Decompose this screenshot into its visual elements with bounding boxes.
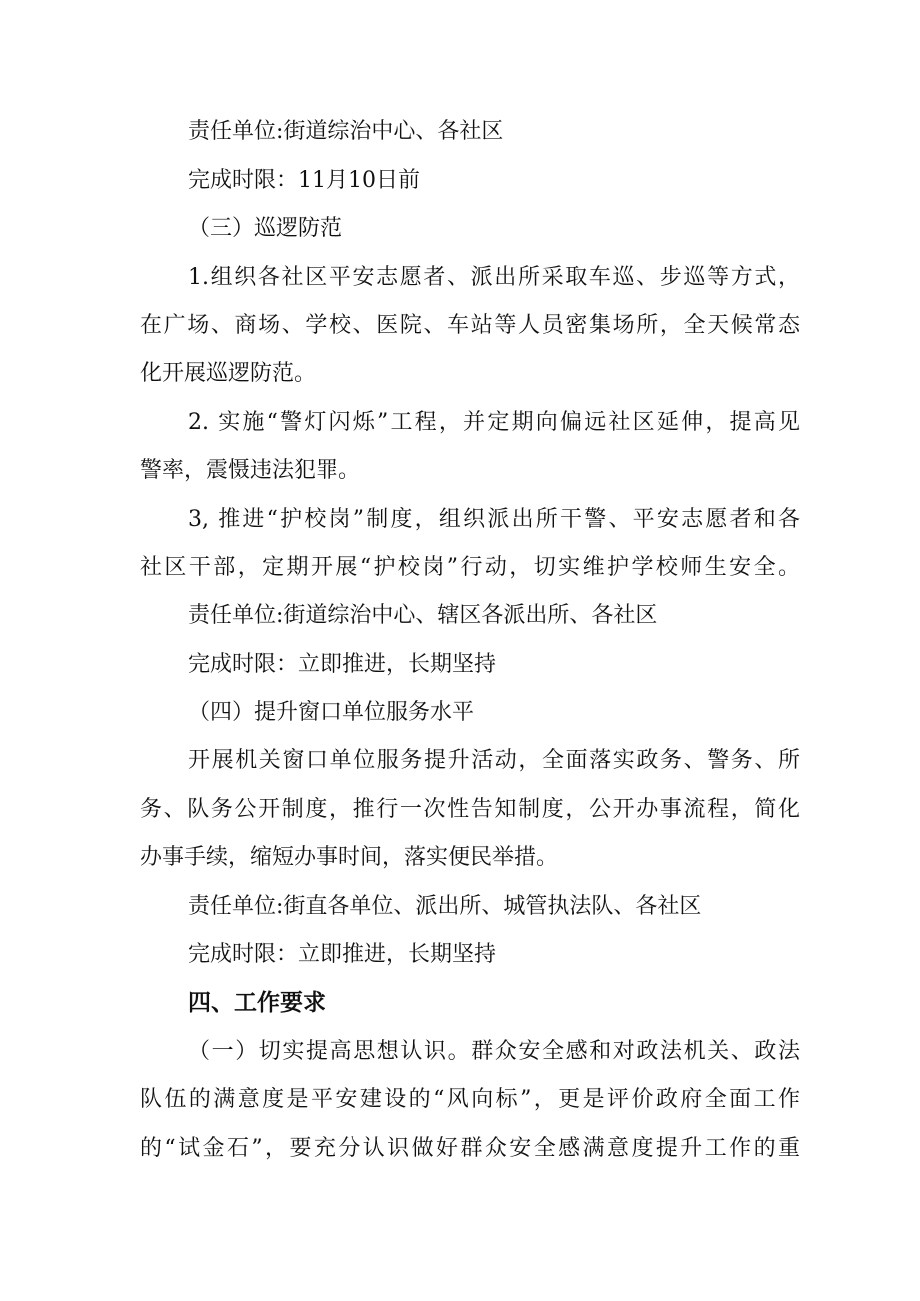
paragraph-line: 的“试金石”，要充分认识做好群众安全感满意度提升工作的重 (140, 1136, 800, 1161)
paragraph-line: （一）切实提高思想认识。群众安全感和对政法机关、政法 (188, 1039, 800, 1064)
section-heading-requirements: 四、工作要求 (188, 990, 326, 1016)
paragraph-line: 3, 推进“护校岗”制度，组织派出所干警、平安志愿者和各 (188, 507, 800, 532)
responsibility-line-3: 责任单位:街直各单位、派出所、城管执法队、各社区 (188, 894, 702, 919)
paragraph-line: 办事手续，缩短办事时间，落实便民举措。 (140, 845, 559, 870)
deadline-line-3: 完成时限：立即推进，长期坚持 (188, 942, 497, 967)
paragraph-line: 在广场、商场、学校、医院、车站等人员密集场所，全天候常态 (140, 313, 800, 338)
paragraph-line: 化开展巡逻防范。 (140, 361, 317, 386)
subsection-heading-patrol: （三）巡逻防范 (188, 216, 343, 241)
responsibility-line-1: 责任单位:街道综治中心、各社区 (188, 119, 504, 144)
subsection-heading-service: （四）提升窗口单位服务水平 (188, 700, 475, 725)
paragraph-line: 开展机关窗口单位服务提升活动，全面落实政务、警务、所 (188, 748, 800, 773)
paragraph-line: 警率，震慑违法犯罪。 (140, 458, 361, 483)
paragraph-line: 社区干部，定期开展“护校岗”行动，切实维护学校师生安全。 (140, 555, 800, 580)
paragraph-line: 2. 实施“警灯闪烁”工程，并定期向偏远社区延伸，提高见 (188, 410, 800, 435)
paragraph-line: 务、队务公开制度，推行一次性告知制度，公开办事流程，简化 (140, 797, 800, 822)
deadline-line-2: 完成时限：立即推进，长期坚持 (188, 652, 497, 677)
responsibility-line-2: 责任单位:街道综治中心、辖区各派出所、各社区 (188, 603, 658, 628)
deadline-line-1: 完成时限：11月10日前 (188, 168, 420, 193)
paragraph-line: 1.组织各社区平安志愿者、派出所采取车巡、步巡等方式， (188, 265, 800, 290)
paragraph-line: 队伍的满意度是平安建设的“风向标”，更是评价政府全面工作 (140, 1087, 800, 1112)
